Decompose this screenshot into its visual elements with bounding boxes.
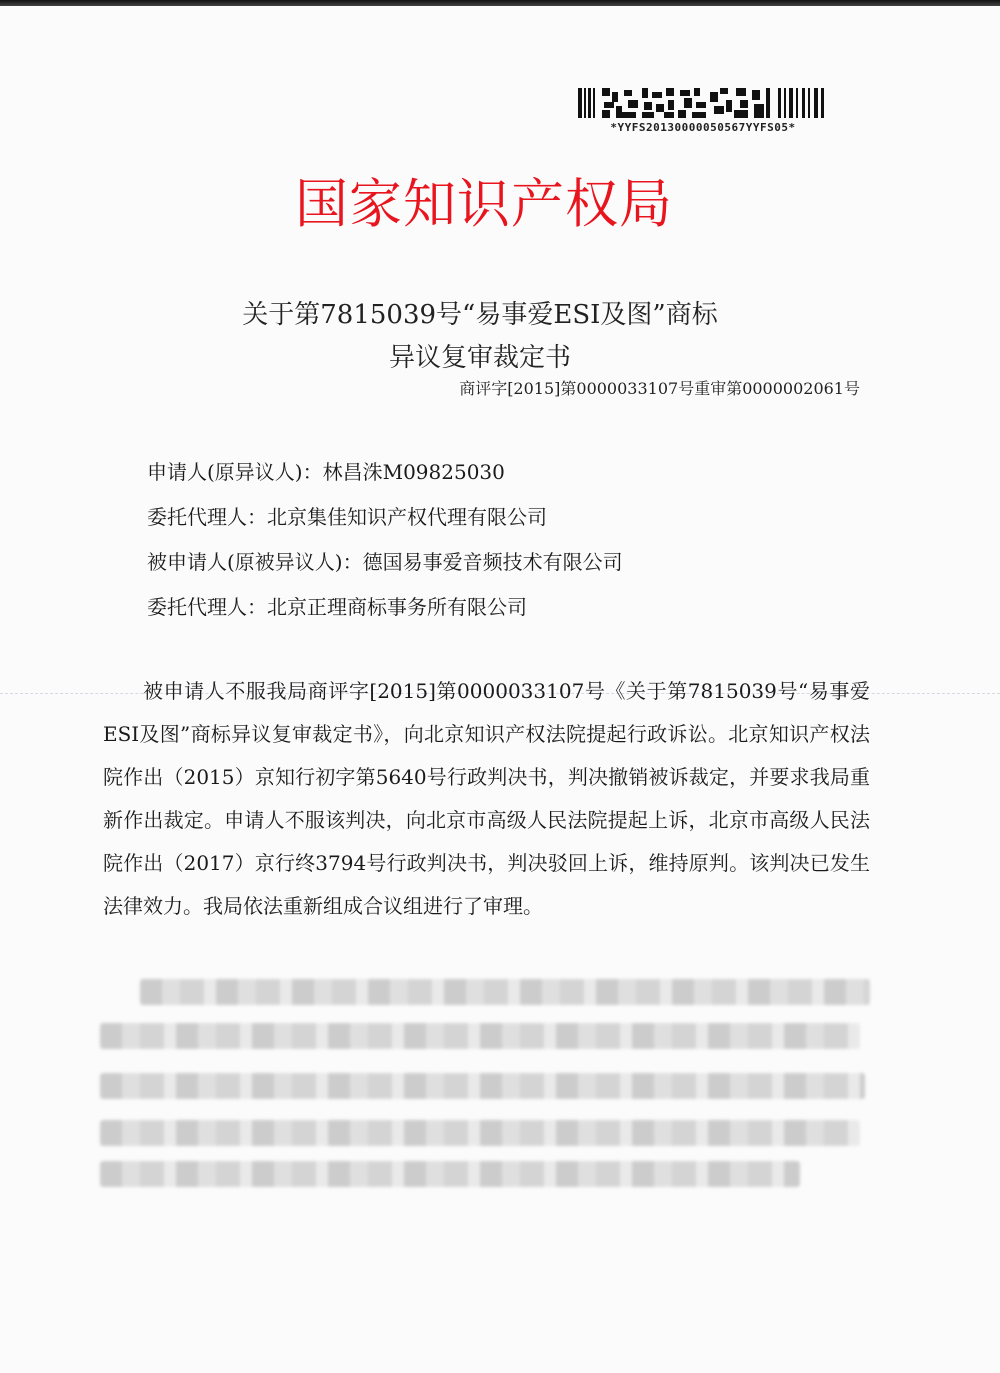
parties-list <box>147 450 623 630</box>
scan-top-edge <box>0 0 1000 6</box>
redacted-line <box>100 1161 800 1187</box>
redacted-line <box>140 979 870 1005</box>
redacted-line <box>100 1023 860 1049</box>
barcode-image <box>578 88 824 118</box>
applicant-agent: 委托代理人：北京集佳知识产权代理有限公司 <box>147 505 547 529</box>
body-paragraph-1: 被申请人不服我局商评字[2015]第0000033107号《关于第7815039号“易事爱ESI及图”商标异议复审裁定书》，向北京知识产权法院提起行政诉讼。北京知识产权法院作出（2015）京知行初字第5640号行政判决书，判决撤销被诉裁定，并要求我局重新作出裁定。申请人不服该判决，向北京市高级人民法院提起上诉，北京市高级人民法院作出（2017）京行终3794号行政判决书，判决驳回上诉，维持原判。该判决已发生法律效力。我局依法重新组成合议组进行了审理。 <box>103 679 870 918</box>
redacted-text-block <box>100 975 870 1195</box>
barcode-caption: *YYFS20130000050567YYFS05* <box>610 121 796 134</box>
redacted-line <box>100 1073 865 1099</box>
redacted-line <box>100 1120 860 1146</box>
document-title-line-2: 异议复审裁定书 <box>388 343 571 373</box>
reference-number: 商评字[2015]第0000033107号重审第0000002061号 <box>459 379 860 398</box>
respondent: 被申请人(原被异议人)：德国易事爱音频技术有限公司 <box>147 550 623 574</box>
applicant: 申请人(原异议人)：林昌洙M09825030 <box>147 460 505 484</box>
respondent-agent: 委托代理人：北京正理商标事务所有限公司 <box>147 595 527 619</box>
agency-name: 国家知识产权局 <box>295 174 673 235</box>
document-title-line-1: 关于第7815039号“易事爱ESI及图”商标 <box>242 300 718 330</box>
